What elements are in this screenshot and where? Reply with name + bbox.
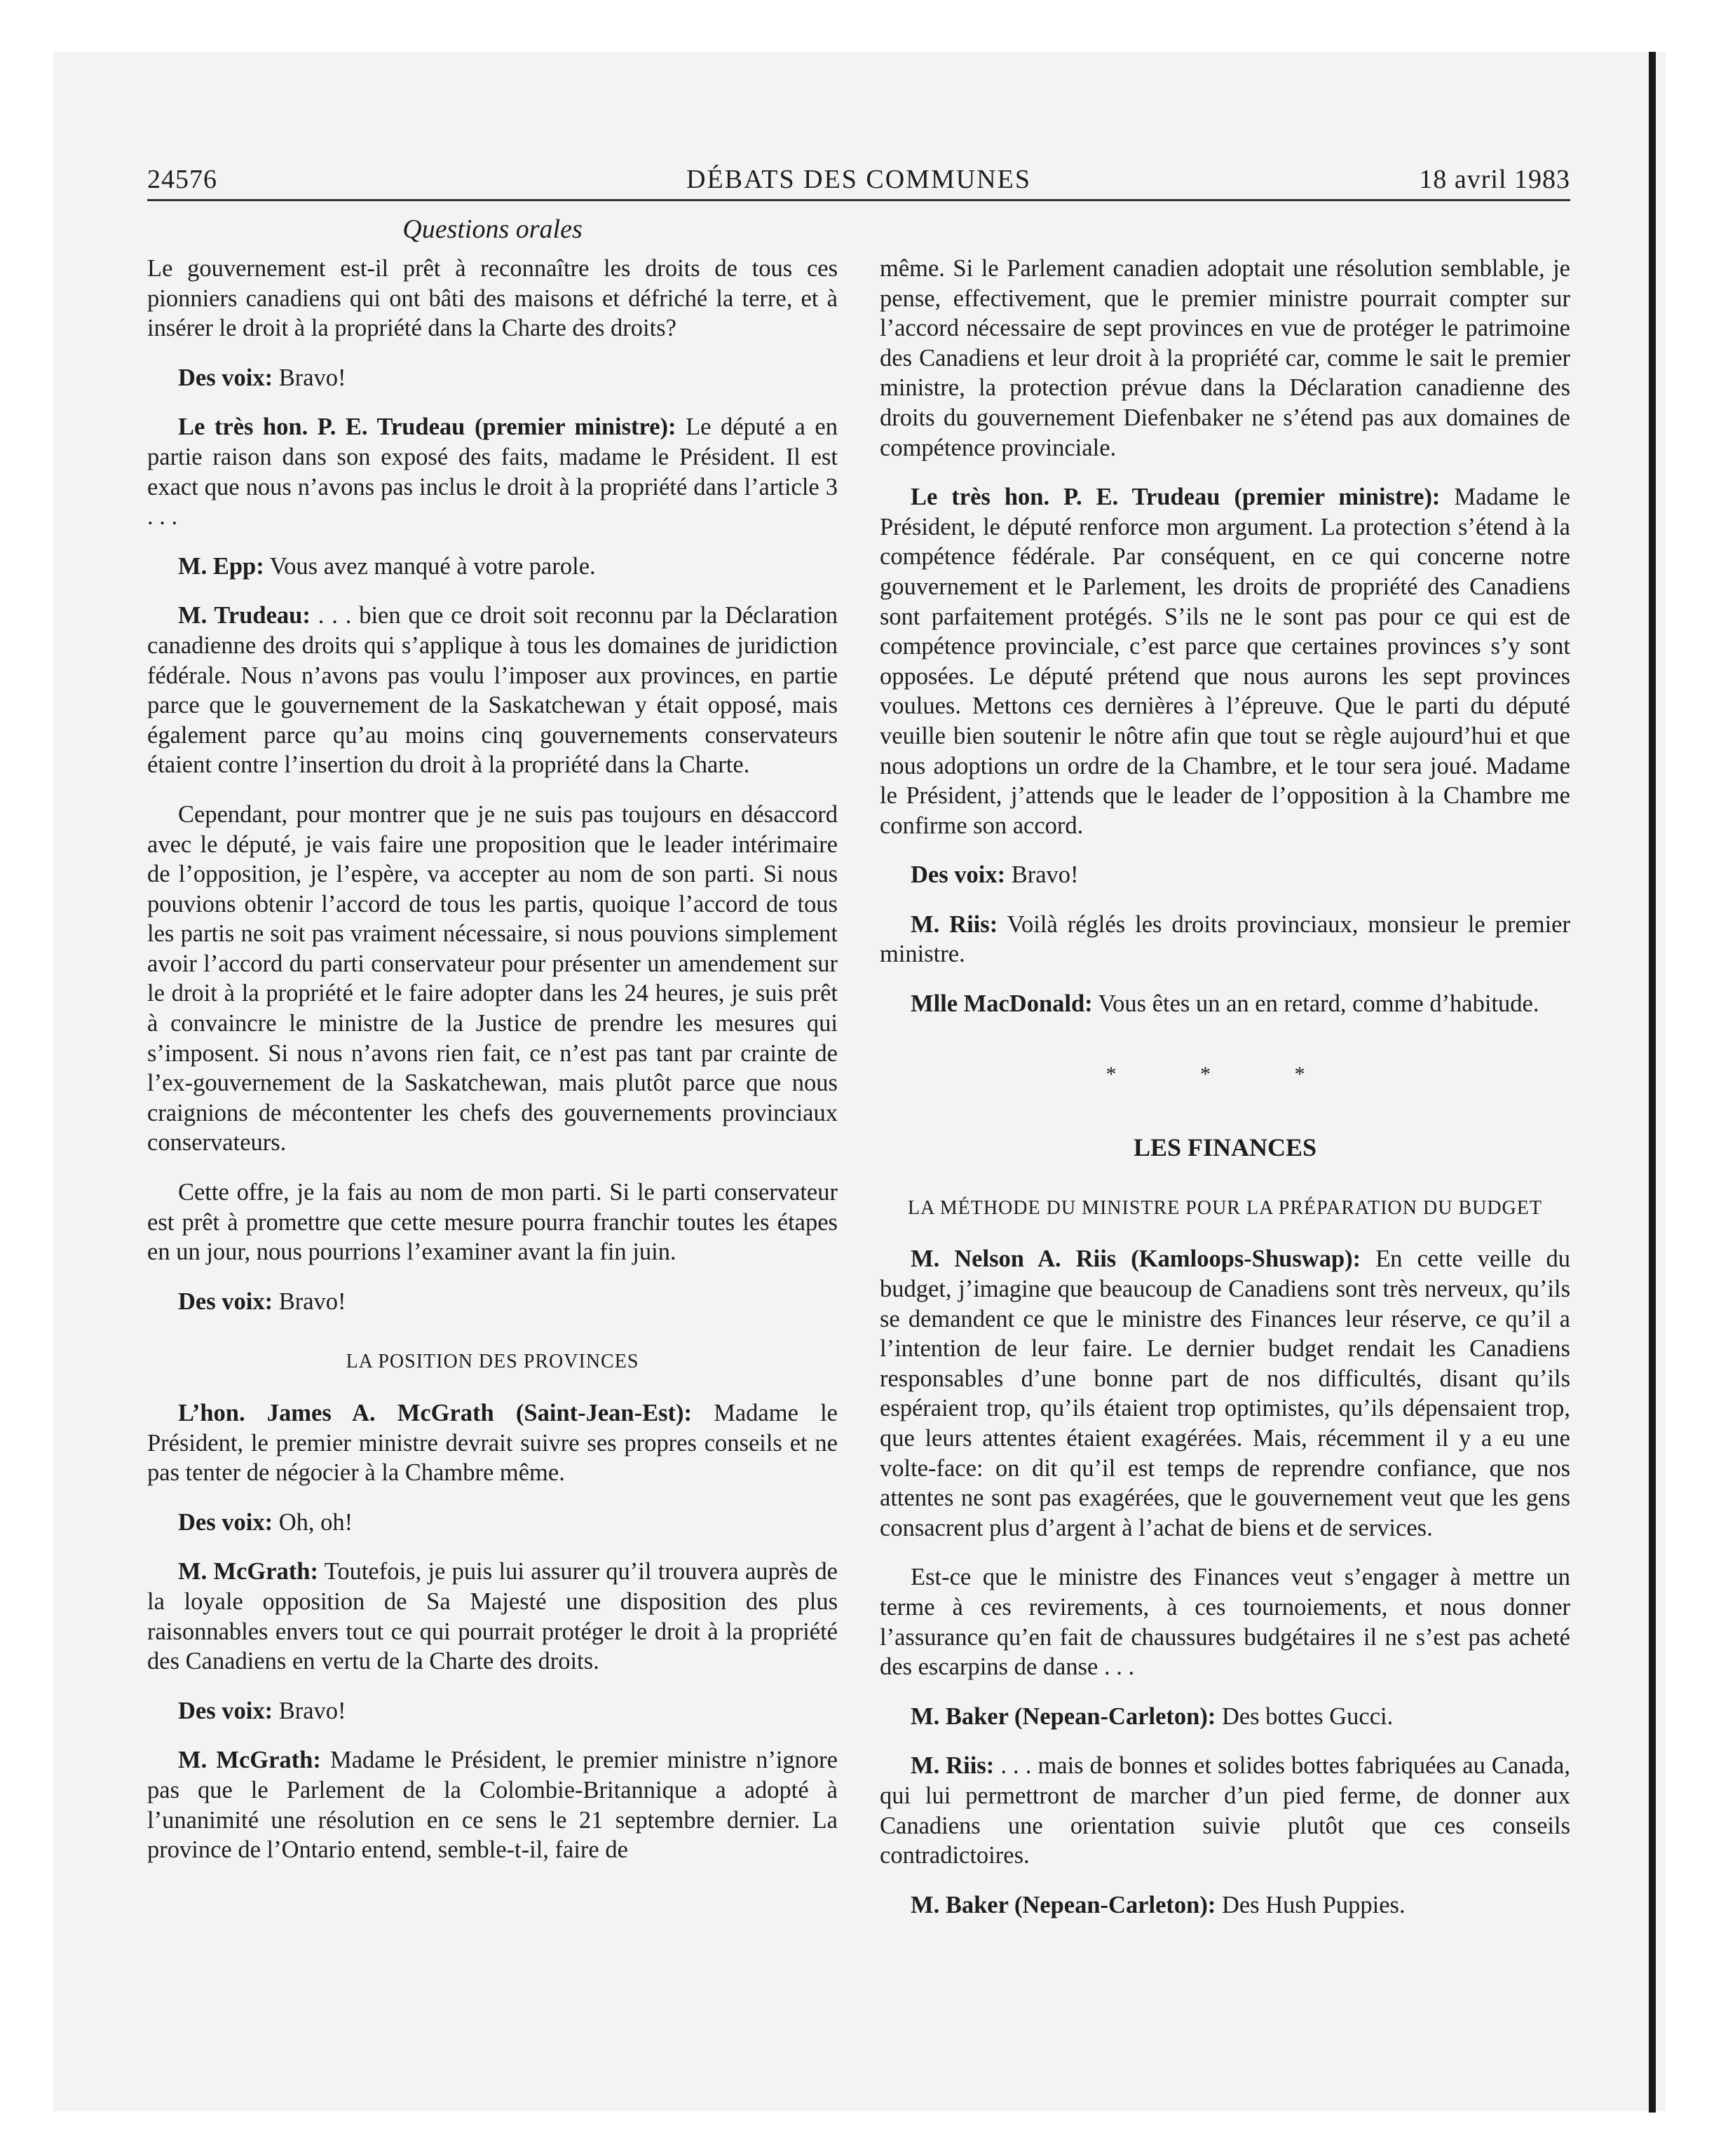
paragraph [880, 482, 1570, 840]
paragraph-text: Madame le Président, le député renforce mon argument. La protection s’étend à la compétence fédérale. Par conséquent, en ce qui concerne notre gouvernement et le Parlement, les droits de propriété des Canadiens sont parfaitement protégés. S’ils ne le sont pas pour ce qui est de compétence provinciale, c’est parce que certaines provinces s’y sont opposées. Le député prétend que nous aurons les sept provinces voulues. Mettons ces dernières à l’épreuve. Que le parti du député veuille bien soutenir le nôtre afin que tout se règle aujourd’hui et que nous adoptions un ordre de la Chambre, et le tour sera joué. Madame le Président, j’attends que le leader de l’opposition à la Chambre me confirme son accord. [880, 484, 1570, 839]
speaker-name: Des voix: [178, 1288, 273, 1315]
paragraph [147, 1557, 838, 1676]
paragraph [880, 1702, 1570, 1732]
subheading: LA MÉTHODE DU MINISTRE POUR LA PRÉPARATION DU BUDGET [907, 1196, 1542, 1219]
publication-title: DÉBATS DES COMMUNES [686, 165, 1031, 194]
paragraph [147, 1696, 838, 1726]
paragraph [880, 1751, 1570, 1870]
paragraph [147, 1508, 838, 1538]
section-heading: LES FINANCES [1133, 1133, 1317, 1162]
paragraph [880, 910, 1570, 969]
speaker-name: M. McGrath: [178, 1747, 321, 1774]
right-column [880, 254, 1570, 1939]
speaker-name: Le très hon. P. E. Trudeau (premier ministre): [911, 484, 1441, 511]
paragraph [147, 363, 838, 393]
paragraph [147, 1745, 838, 1864]
paragraph [880, 860, 1570, 890]
paragraph-text: Bravo! [273, 1288, 346, 1315]
page-number: 24576 [147, 165, 217, 194]
paragraph [880, 1244, 1570, 1543]
paragraph-text: Bravo! [1005, 861, 1079, 889]
paragraph-text: Oh, oh! [273, 1508, 353, 1536]
speaker-name: Des voix: [178, 1508, 273, 1536]
speaker-name: M. Riis: [911, 910, 998, 938]
paragraph-text: même. Si le Parlement canadien adoptait une résolution semblable, je pense, effectivement, que le premier ministre pourrait compter sur l’accord nécessaire de sept provinces en vue de protéger le patrimoine des Canadiens et leur droit à la propriété car, comme le sait le premier ministre, la protection prévue dans la Déclaration canadienne des droits du gouvernement Diefenbaker ne s’étend pas aux domaines de compétence provinciale. [880, 255, 1570, 461]
speaker-name: Des voix: [178, 364, 273, 391]
paragraph-text: Des bottes Gucci. [1216, 1703, 1394, 1730]
subheading: LA POSITION DES PROVINCES [346, 1351, 639, 1373]
paragraph [880, 989, 1570, 1019]
issue-date: 18 avril 1983 [1419, 165, 1570, 194]
paragraph-text: En cette veille du budget, j’imagine que beaucoup de Canadiens sont très nerveux, qu’ils se demandent ce que le ministre des Finances leur réserve, ce qu’il a l’intention de leur faire. Le dernier budget rendait les Canadiens responsables d’une bonne part de nos difficultés, disant qu’ils espéraient trop, qu’ils étaient trop optimistes, qu’ils dépensaient trop, que leurs attentes étaient exagérées. Mais, récemment il y a eu une volte-face: on dit qu’il est temps de reprendre confiance, que nos attentes ne sont pas exagérées, que le gouvernement veut que les gens consacrent plus d’argent à l’achat de biens et de services. [880, 1246, 1570, 1541]
page-edge-shadow [1649, 52, 1656, 2113]
paragraph-text: Des Hush Puppies. [1216, 1891, 1406, 1918]
running-head: Questions orales [402, 214, 583, 244]
paragraph [880, 254, 1570, 463]
left-column [147, 254, 838, 1885]
paragraph-text: Le gouvernement est-il prêt à reconnaître les droits de tous ces pionniers canadiens qui ont bâti des maisons et défriché la terre, et à insérer le droit à la propriété dans la Charte des droits? [147, 255, 838, 342]
speaker-name: Des voix: [178, 1697, 273, 1724]
paragraph-text: Est-ce que le ministre des Finances veut s’engager à mettre un terme à ces revirements, à ces tournoiements, et nous donner l’assurance qu’en fait de chaussures budgétaires il ne s’est pas acheté des escarpins de danse . . . [880, 1564, 1570, 1681]
speaker-name: M. Baker (Nepean-Carleton): [911, 1891, 1216, 1918]
paragraph-text: Le député a en partie raison dans son exposé des faits, madame le Président. Il est exact que nous n’avons pas inclus le droit à la propriété dans l’article 3 . . . [147, 414, 838, 531]
paragraph-text: Madame le Président, le premier ministre n’ignore pas que le Parlement de la Colombie-Britannique a adopté à l’unanimité une résolution en ce sens le 21 septembre dernier. La province de l’Ontario entend, semble-t-il, faire de [147, 1747, 838, 1864]
speaker-name: M. Baker (Nepean-Carleton): [911, 1703, 1216, 1730]
speaker-name: M. Trudeau: [178, 602, 311, 629]
paragraph-text: Cette offre, je la fais au nom de mon parti. Si le parti conservateur est prêt à promettre que cette mesure pourra franchir toutes les étapes en un jour, nous pourrions l’examiner avant la fin juin. [147, 1179, 838, 1266]
section-separator: * * * [1105, 1062, 1345, 1086]
paragraph [147, 552, 838, 582]
paragraph-text: Vous êtes un an en retard, comme d’habitude. [1092, 990, 1539, 1018]
paragraph-text: Madame le Président, le premier ministre devrait suivre ses propres conseils et ne pas tenter de négocier à la Chambre même. [147, 1400, 838, 1487]
paragraph [147, 1398, 838, 1488]
paragraph-text: . . . bien que ce droit soit reconnu par la Déclaration canadienne des droits qui s’applique à tous les domaines de juridiction fédérale. Nous n’avons pas voulu l’imposer aux provinces, en partie parce que le gouvernement de la Saskatchewan y était opposé, mais également parce qu’au moins cinq gouvernements conservateurs étaient contre l’insertion du droit à la propriété dans la Charte. [147, 602, 838, 779]
paragraph [880, 1562, 1570, 1681]
paragraph [147, 601, 838, 780]
paragraph-text: Voilà réglés les droits provinciaux, monsieur le premier ministre. [880, 910, 1570, 968]
speaker-name: M. Riis: [911, 1752, 995, 1780]
paragraph-text: Toutefois, je puis lui assurer qu’il trouvera auprès de la loyale opposition de Sa Majesté une disposition des plus raisonnables envers tout ce qui pourrait protéger le droit à la propriété des Canadiens en vertu de la Charte des droits. [147, 1558, 838, 1675]
paragraph-text: Bravo! [273, 364, 346, 391]
paragraph-text: Cependant, pour montrer que je ne suis pas toujours en désaccord avec le député, je vais faire une proposition que le leader intérimaire de l’opposition, je l’espère, va accepter au nom de son parti. Si nous pouvions obtenir l’accord de tous les partis, quoique l’accord de tous les partis ne soit pas vraiment nécessaire, si nous pouvions simplement avoir l’accord du parti conservateur pour présenter un amendement sur le droit à la propriété et le faire adopter dans les 24 heures, je suis prêt à convaincre le ministre de la Justice de prendre les mesures qui s’imposent. Si nous n’avons rien fait, ce n’est pas tant par crainte de l’ex-gouvernement de la Saskatchewan, mais plutôt parce que nous craignions de mécontenter les chefs des gouvernements provinciaux conservateurs. [147, 800, 838, 1157]
paragraph [147, 412, 838, 531]
paragraph [147, 254, 838, 343]
paragraph [147, 800, 838, 1158]
speaker-name: Le très hon. P. E. Trudeau (premier ministre): [178, 414, 676, 441]
speaker-name: M. McGrath: [178, 1558, 318, 1585]
paragraph-text: Vous avez manqué à votre parole. [264, 552, 596, 580]
speaker-name: Des voix: [911, 861, 1006, 889]
paragraph [147, 1287, 838, 1317]
paragraph [147, 1178, 838, 1267]
paragraph-text: Bravo! [273, 1697, 346, 1724]
page-header [147, 160, 1570, 201]
paragraph-text: . . . mais de bonnes et solides bottes fabriquées au Canada, qui lui permettront de marcher d’un pied ferme, de donner aux Canadiens une orientation suivie plutôt que ces conseils contradictoires. [880, 1752, 1570, 1869]
speaker-name: L’hon. James A. McGrath (Saint-Jean-Est): [178, 1400, 692, 1426]
paragraph [880, 1890, 1570, 1920]
speaker-name: M. Nelson A. Riis (Kamloops-Shuswap): [911, 1246, 1361, 1273]
speaker-name: M. Epp: [178, 552, 264, 580]
speaker-name: Mlle MacDonald: [911, 990, 1093, 1018]
